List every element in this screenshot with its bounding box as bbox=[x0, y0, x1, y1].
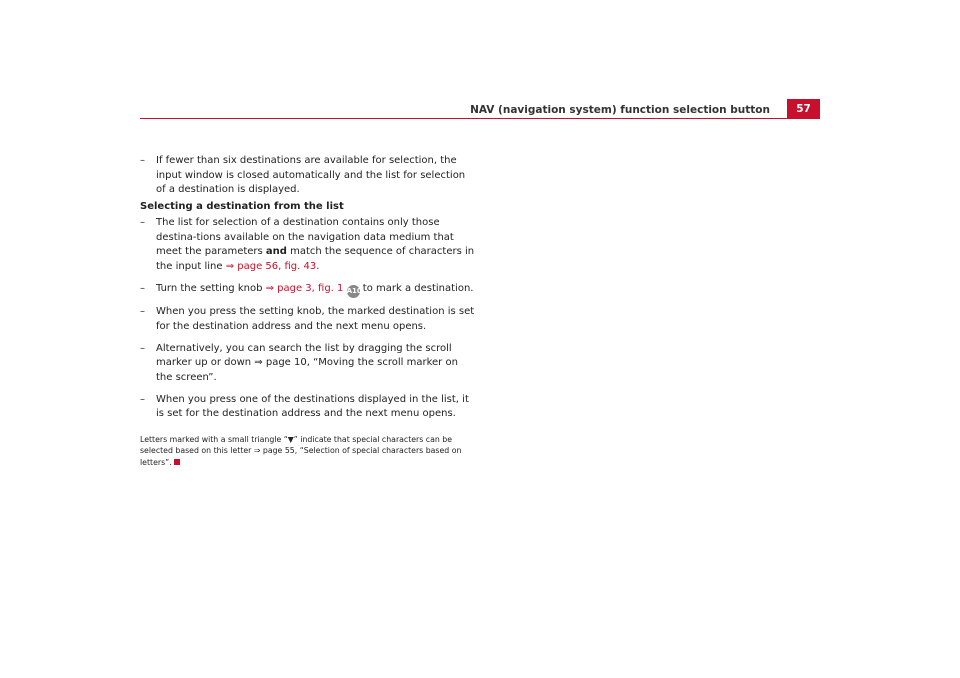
dash-bullet: – bbox=[140, 342, 145, 354]
item-text: Turn the setting knob bbox=[156, 282, 266, 294]
dash-bullet: – bbox=[140, 282, 145, 294]
item-text: When you press one of the destinations displayed in the list, it is set for the destination address and the next menu opens. bbox=[156, 393, 469, 419]
dash-bullet: – bbox=[140, 306, 145, 317]
main-content bbox=[140, 154, 476, 468]
dash-bullet: – bbox=[140, 393, 145, 405]
note-body: Letters marked with a small triangle “▼” indicate that special characters can be selected based on this letter ⇒ page 55, “Selection of special characters based on letters”. bbox=[140, 434, 462, 467]
list-item bbox=[140, 393, 476, 422]
item-text: match the sequence of characters in the input line bbox=[156, 246, 475, 272]
page-reference-link[interactable]: ⇒ page 3, fig. 1 bbox=[265, 282, 344, 294]
dash-bullet: – bbox=[140, 155, 145, 166]
item-text: Alternatively, you can search the list by dragging the scroll marker up or down ⇒ page 10, “Moving the scroll marker on the screen”. bbox=[156, 342, 458, 383]
setting-knob-badge-icon: A10 bbox=[347, 285, 360, 298]
list-item bbox=[140, 342, 476, 386]
list-item bbox=[140, 282, 476, 298]
item-text: If fewer than six destinations are available for selection, the input window is closed automatically and the list for selection of a destination is displayed. bbox=[156, 155, 466, 195]
page-number: 57 bbox=[787, 99, 820, 119]
note-text bbox=[140, 434, 476, 469]
page-reference-link[interactable]: ⇒ page 56, fig. 43 bbox=[225, 260, 317, 272]
list-item bbox=[140, 305, 476, 334]
section-subheading: Selecting a destination from the list bbox=[140, 200, 344, 212]
item-text: . bbox=[316, 260, 320, 272]
section-end-mark-icon bbox=[174, 459, 180, 465]
bold-keyword: and bbox=[265, 246, 287, 257]
page-header-title: NAV (navigation system) function selection button bbox=[470, 104, 770, 116]
item-text: to mark a destination. bbox=[359, 282, 474, 294]
dash-bullet: – bbox=[140, 217, 145, 228]
header-rule bbox=[140, 118, 820, 119]
list-item bbox=[140, 154, 476, 198]
item-text: When you press the setting knob, the marked destination is set for the destination address and the next menu opens. bbox=[156, 306, 475, 332]
list-item bbox=[140, 216, 476, 274]
item-text: The list for selection of a destination contains only those destina-tions available on the navigation data medium that meet the parameters bbox=[156, 217, 454, 257]
